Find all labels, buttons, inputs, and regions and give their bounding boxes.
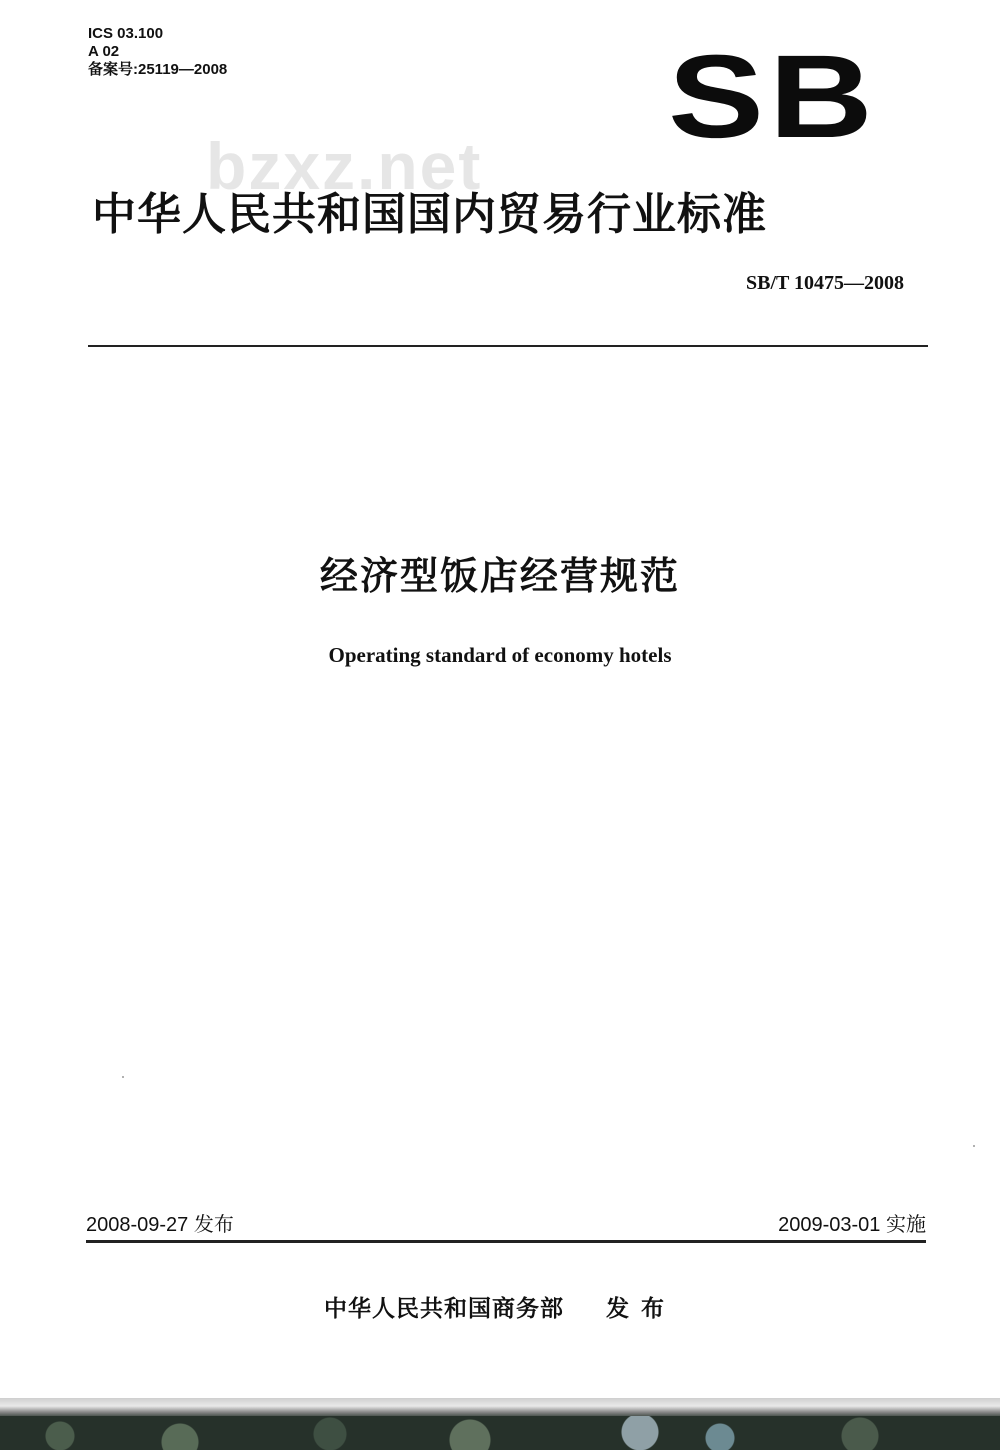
publisher-verb: 发布 (606, 1296, 676, 1322)
sb-logo: SB (668, 31, 878, 163)
bottom-divider (86, 1240, 926, 1243)
filing-number: 备案号:25119—2008 (88, 61, 228, 78)
top-divider (88, 345, 928, 347)
organization-title: 中华人民共和国国内贸易行业标准 (92, 189, 767, 240)
background-photo-strip (0, 1416, 1000, 1450)
ics-code: ICS 03.100 (88, 25, 164, 42)
document-title-chinese: 经济型饭店经营规范 (319, 554, 680, 598)
issue-date: 2008-09-27 发布 (86, 1214, 234, 1236)
standard-number: SB/T 10475—2008 (746, 272, 904, 294)
ccs-code: A 02 (88, 43, 120, 60)
publisher-line (0, 1290, 1000, 1323)
scan-speck (122, 1076, 124, 1078)
effective-date: 2009-03-01 实施 (778, 1214, 926, 1236)
document-title-english: Operating standard of economy hotels (328, 643, 672, 667)
watermark: bzxz.net (206, 129, 483, 203)
publisher-name: 中华人民共和国商务部 (324, 1296, 564, 1322)
scan-speck (973, 1145, 975, 1147)
